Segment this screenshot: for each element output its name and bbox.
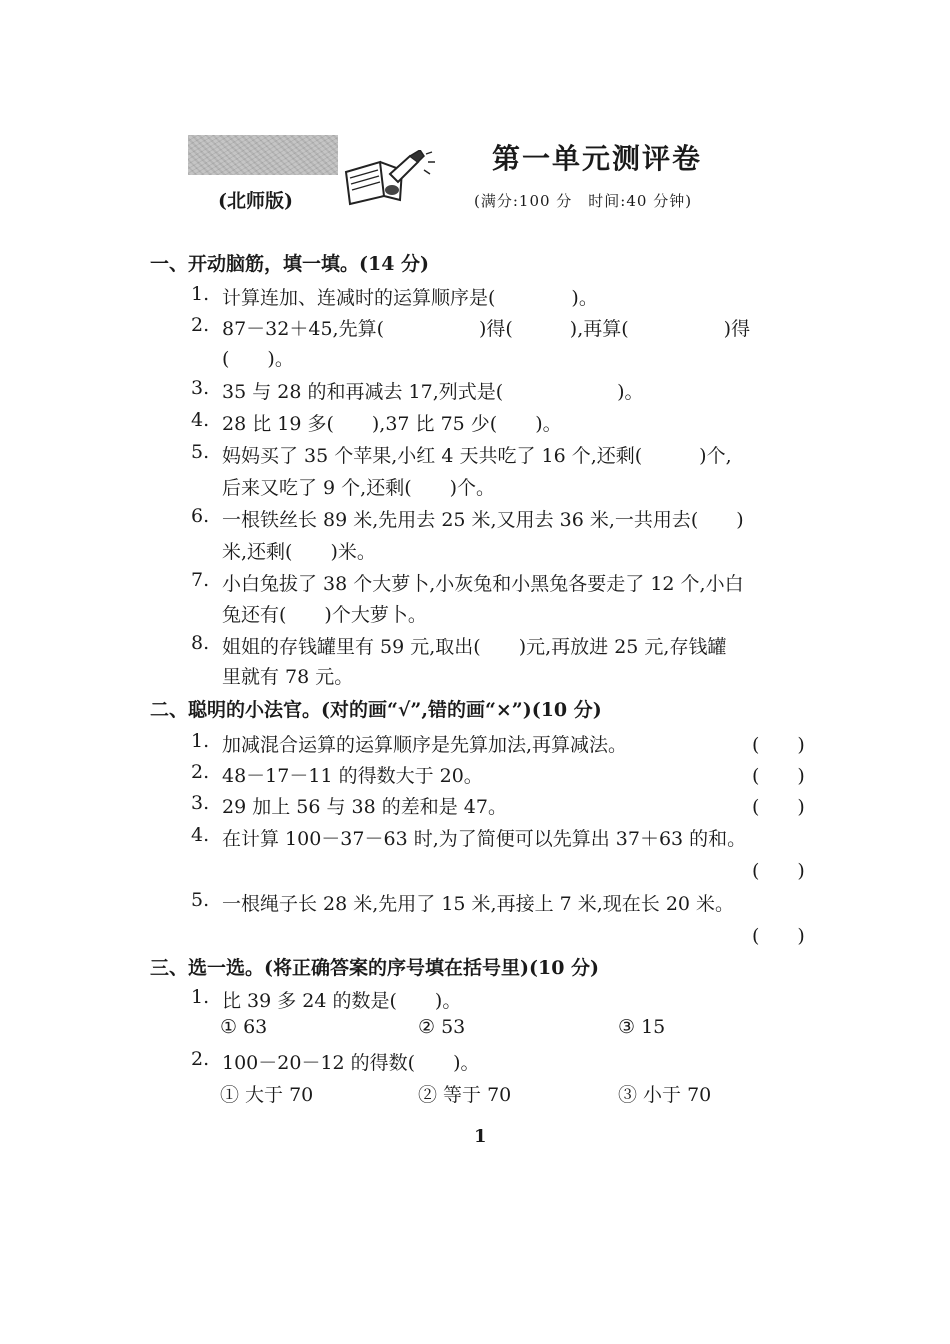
page-title: 第一单元测评卷 <box>492 142 703 175</box>
s1-q7-text-line2: 兔还有( )个大萝卜。 <box>222 604 427 626</box>
s1-q2-text-line1: 87－32＋45,先算( )得( ),再算( )得 <box>222 318 751 340</box>
s3-q2-number: 2. <box>191 1048 210 1070</box>
s2-q3-number: 3. <box>191 792 210 814</box>
s2-q3-text: 29 加上 56 与 38 的差和是 47。 <box>222 796 507 818</box>
s1-q5-text-line2: 后来又吃了 9 个,还剩( )个。 <box>222 477 496 499</box>
s1-q6-number: 6. <box>191 505 210 527</box>
s3-q2-option-2[interactable]: ② 等于 70 <box>418 1084 512 1106</box>
s1-q7-number: 7. <box>191 569 210 591</box>
book-and-pen-illustration <box>340 150 440 210</box>
s1-q8-text-line2: 里就有 78 元。 <box>222 666 354 688</box>
s2-q3-answer-box[interactable]: ( ) <box>752 796 805 818</box>
s1-q2-text-line2: ( )。 <box>222 348 294 370</box>
s2-q1-text: 加减混合运算的运算顺序是先算加法,再算减法。 <box>222 734 628 756</box>
s1-q8-text-line1: 姐姐的存钱罐里有 59 元,取出( )元,再放进 25 元,存钱罐 <box>222 636 727 658</box>
s2-q5-text: 一根绳子长 28 米,先用了 15 米,再接上 7 米,现在长 20 米。 <box>222 893 735 915</box>
s2-q2-text: 48－17－11 的得数大于 20。 <box>222 765 483 787</box>
s1-q1-text: 计算连加、连减时的运算顺序是( )。 <box>222 287 598 309</box>
s2-q1-answer-box[interactable]: ( ) <box>752 734 805 756</box>
section3-heading: 三、选一选。(将正确答案的序号填在括号里)(10 分) <box>150 957 600 979</box>
score-time-info: (满分:100 分 时间:40 分钟) <box>474 192 693 210</box>
s2-q2-answer-box[interactable]: ( ) <box>752 765 805 787</box>
s3-q2-option-1[interactable]: ① 大于 70 <box>220 1084 314 1106</box>
s2-q4-number: 4. <box>191 824 210 846</box>
s3-q1-option-3[interactable]: ③ 15 <box>618 1016 666 1038</box>
s1-q5-text-line1: 妈妈买了 35 个苹果,小红 4 天共吃了 16 个,还剩( )个, <box>222 445 732 467</box>
s1-q4-number: 4. <box>191 409 210 431</box>
s1-q3-number: 3. <box>191 377 210 399</box>
section1-heading: 一、开动脑筋，填一填。(14 分) <box>150 253 430 275</box>
s2-q4-text: 在计算 100－37－63 时,为了简便可以先算出 37＋63 的和。 <box>222 828 747 850</box>
page-number: 1 <box>474 1126 487 1147</box>
s2-q5-number: 5. <box>191 889 210 911</box>
edition-label: (北师版) <box>218 190 293 212</box>
s3-q1-option-2[interactable]: ② 53 <box>418 1016 466 1038</box>
s3-q2-text: 100－20－12 的得数( )。 <box>222 1052 480 1074</box>
s1-q3-text: 35 与 28 的和再减去 17,列式是( )。 <box>222 381 644 403</box>
s2-q2-number: 2. <box>191 761 210 783</box>
s1-q2-number: 2. <box>191 314 210 336</box>
s2-q5-answer-box[interactable]: ( ) <box>752 925 805 947</box>
s1-q6-text-line1: 一根铁丝长 89 米,先用去 25 米,又用去 36 米,一共用去( ) <box>222 509 744 531</box>
s2-q1-number: 1. <box>191 730 210 752</box>
s1-q1-number: 1. <box>191 283 210 305</box>
s3-q1-option-1[interactable]: ① 63 <box>220 1016 268 1038</box>
section2-heading: 二、聪明的小法官。(对的画“√”,错的画“×”)(10 分) <box>150 699 602 721</box>
s3-q1-text: 比 39 多 24 的数是( )。 <box>222 990 462 1012</box>
s1-q7-text-line1: 小白兔拔了 38 个大萝卜,小灰兔和小黑兔各要走了 12 个,小白 <box>222 573 744 595</box>
s1-q8-number: 8. <box>191 632 210 654</box>
s1-q6-text-line2: 米,还剩( )米。 <box>222 541 376 563</box>
s1-q4-text: 28 比 19 多( ),37 比 75 少( )。 <box>222 413 562 435</box>
gray-label-block <box>188 135 338 175</box>
s2-q4-answer-box[interactable]: ( ) <box>752 860 805 882</box>
s3-q2-option-3[interactable]: ③ 小于 70 <box>618 1084 712 1106</box>
s3-q1-number: 1. <box>191 986 210 1008</box>
s1-q5-number: 5. <box>191 441 210 463</box>
